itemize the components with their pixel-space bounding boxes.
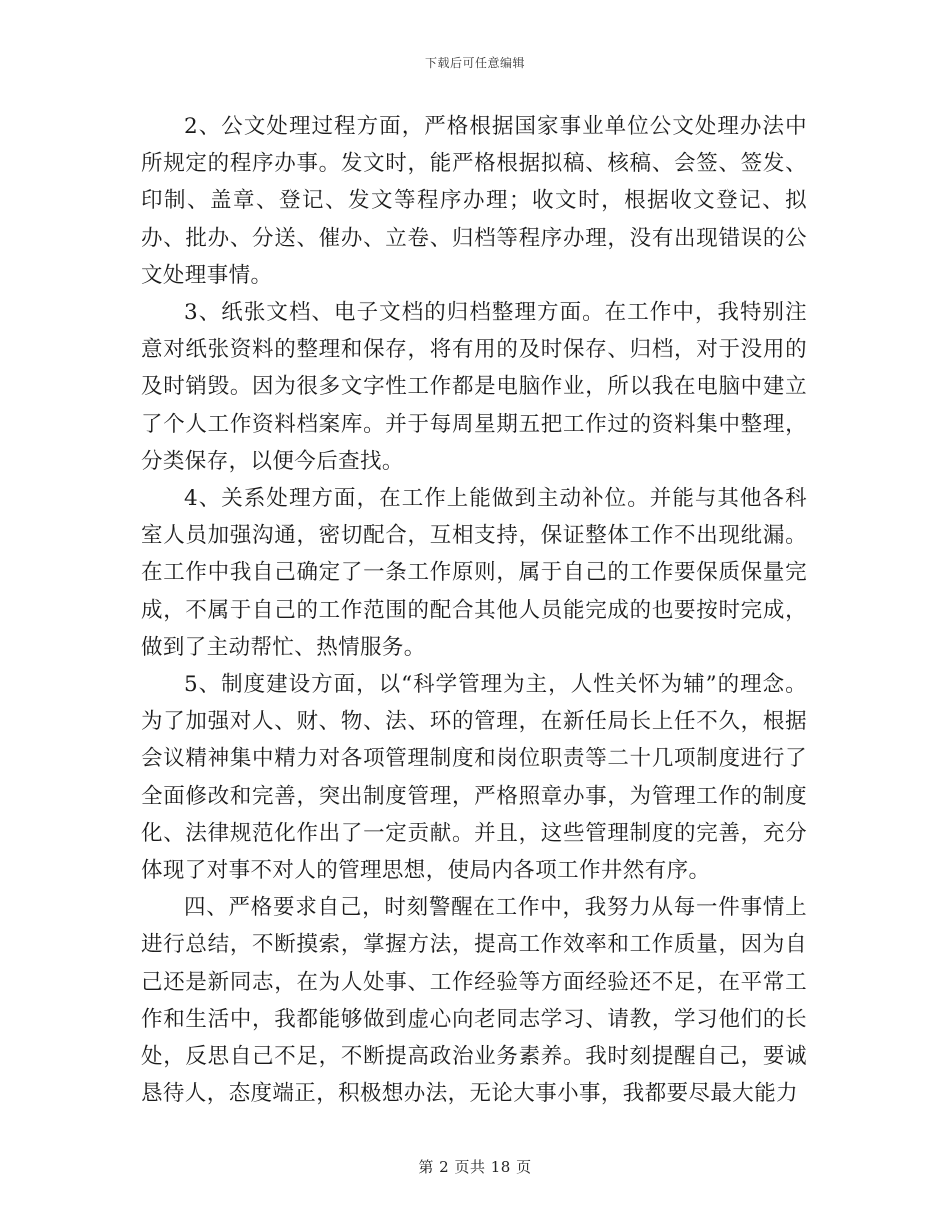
header-note: 下载后可任意编辑 <box>424 56 525 70</box>
paragraph-public-document-processing: 2、公文处理过程方面，严格根据国家事业单位公文处理办法中所规定的程序办事。发文时，能严格根据拟稿、核稿、会签、签发、印制、盖章、登记、发文等程序办理；收文时，根据收文登记、拟办、批办、分送、催办、立卷、归档等程序办理，没有出现错误的公文处理事情。 <box>141 114 807 288</box>
paragraph-relationship-handling: 4、关系处理方面，在工作上能做到主动补位。并能与其他各科室人员加强沟通，密切配合，互相支持，保证整体工作不出现纰漏。在工作中我自己确定了一条工作原则，属于自己的工作要保质保量完成，不属于自己的工作范围的配合其他人员能完成的也要按时完成，做到了主动帮忙、热情服务。 <box>141 486 807 660</box>
paragraph-self-requirements: 四、严格要求自己，时刻警醒在工作中，我努力从每一件事情上进行总结，不断摸索，掌握方法，提高工作效率和工作质量，因为自己还是新同志，在为人处事、工作经验等方面经验还不足，在平常工作和生活中，我都能够做到虚心向老同志学习、请教，学习他们的长处，反思自己不足，不断提高政治业务素养。我时刻提醒自己，要诚恳待人，态度端正，积极想办法，无论大事小事，我都要尽最大能力 <box>141 895 807 1107</box>
paragraph-system-construction: 5、制度建设方面，以“科学管理为主，人性关怀为辅”的理念。为了加强对人、财、物、法、环的管理，在新任局长上任不久，根据会议精神集中精力对各项管理制度和岗位职责等二十几项制度进行了全面修改和完善，突出制度管理，严格照章办事，为管理工作的制度化、法律规范化作出了一定贡献。并且，这些管理制度的完善，充分体现了对事不对人的管理思想，使局内各项工作井然有序。 <box>141 672 807 884</box>
page-number: 第 2 页共 18 页 <box>418 1158 532 1176</box>
document-body <box>141 108 807 1112</box>
paragraph-archive-organization: 3、纸张文档、电子文档的归档整理方面。在工作中，我特别注意对纸张资料的整理和保存，将有用的及时保存、归档，对于没用的及时销毁。因为很多文字性工作都是电脑作业，所以我在电脑中建立了个人工作资料档案库。并于每周星期五把工作过的资料集中整理，分类保存，以便今后查找。 <box>141 300 807 474</box>
